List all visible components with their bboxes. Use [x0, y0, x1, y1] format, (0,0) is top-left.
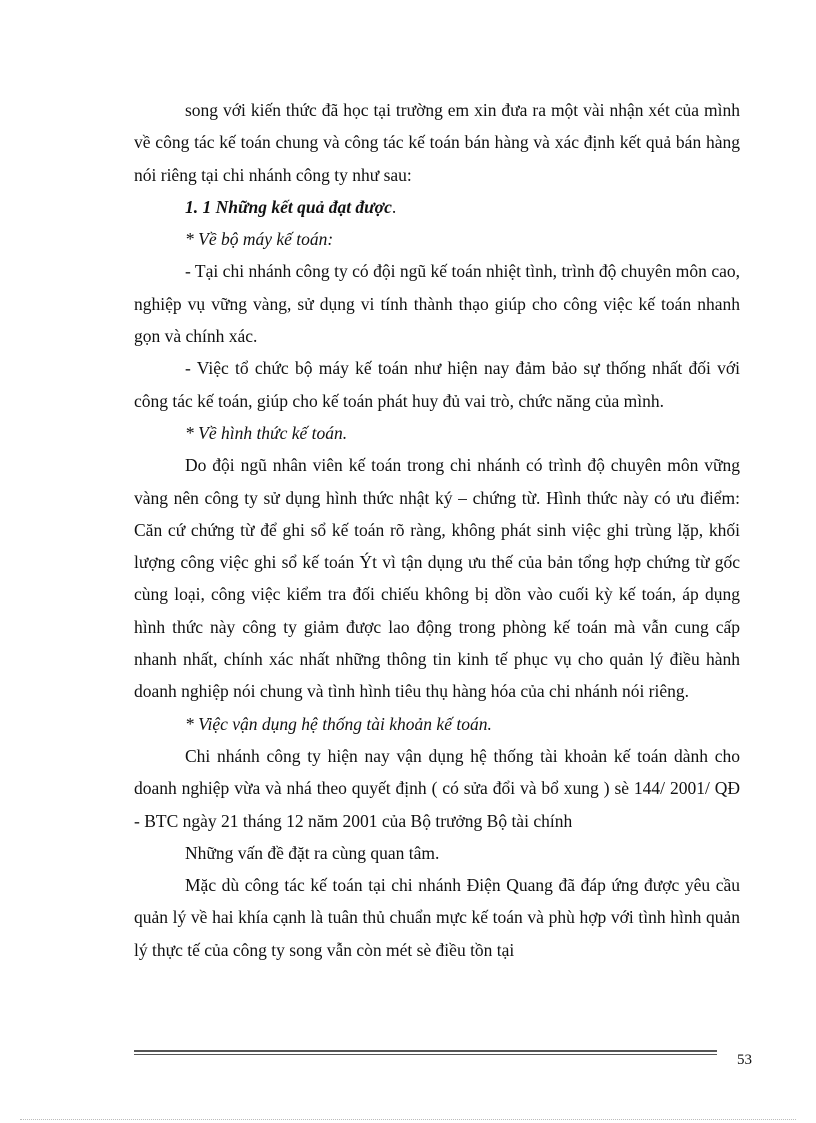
page-bottom-border — [20, 1119, 796, 1121]
paragraph-account-system: Chi nhánh công ty hiện nay vận dụng hệ thống tài khoản kế toán dành cho doanh nghiệp vừa và nhá theo quyết định ( có sửa đổi và bổ xung ) sè 144/ 2001/ QĐ - BTC ngày 21 tháng 12 năm 2001 của Bộ trưởng Bộ tài chính — [134, 745, 740, 831]
paragraph-intro: song với kiến thức đã học tại trường em xin đưa ra một vài nhận xét của mình về công tác kế toán chung và công tác kế toán bán hàng và xác định kết quả bán hàng nói riêng tại chi nhánh công ty như sau: — [134, 100, 740, 185]
page-number: 53 — [737, 1052, 752, 1068]
paragraph-staff: - Tại chi nhánh công ty có đội ngũ kế toán nhiệt tình, trình độ chuyên môn cao, nghiệp vụ vững vàng, sử dụng vi tính thành thạo giúp cho công việc kế toán nhanh gọn và chính xác. — [134, 261, 740, 347]
paragraph-issues-title: Những vấn đề đặt ra cùng quan tâm. — [185, 842, 440, 863]
section-heading-text: 1. 1 Những kết quả đạt được — [185, 196, 392, 217]
paragraph-issues: Mặc dù công tác kế toán tại chi nhánh Điện Quang đã đáp ứng được yêu cầu quản lý về hai khía cạnh là tuân thủ chuẩn mực kế toán và phù hợp với tình hình quản lý thực tế của công ty song vẫn còn mét sè điều tồn tại — [134, 875, 740, 960]
section-heading — [134, 191, 740, 223]
section-heading-period: . — [391, 196, 397, 217]
subheading-accounting-form: * Về hình thức kế toán. — [185, 422, 348, 443]
footer-divider — [134, 1050, 717, 1055]
subheading-accounting-apparatus: * Về bộ máy kế toán: — [185, 229, 334, 250]
subheading-account-system: * Việc vận dụng hệ thống tài khoản kế toán. — [185, 713, 492, 734]
paragraph-journal-voucher: Do đội ngũ nhân viên kế toán trong chi nhánh có trình độ chuyên môn vững vàng nên công ty sử dụng hình thức nhật ký – chứng từ. Hình thức này có ưu điểm: Căn cứ chứng từ để ghi sổ kế toán rõ ràng, không phát sinh việc ghi trùng lặp, khối lượng công việc ghi sổ kế toán Ýt vì tận dụng ưu thế của bản tổng hợp chứng từ gốc cùng loại, công việc kiểm tra đối chiếu không bị dồn vào cuối kỳ kế toán, áp dụng hình thức này công ty giảm được lao động trong phòng kế toán mà vẫn cung cấp nhanh nhất, chính xác nhất những thông tin kinh tế phục vụ cho quản lý điều hành doanh nghiệp nói chung và tình hình tiêu thụ hàng hóa của chi nhánh nói riêng. — [134, 455, 740, 702]
paragraph-organization: - Việc tổ chức bộ máy kế toán như hiện nay đảm bảo sự thống nhất đối với công tác kế toán, giúp cho kế toán phát huy đủ vai trò, chức năng của mình. — [134, 358, 740, 411]
page-body — [134, 94, 740, 966]
